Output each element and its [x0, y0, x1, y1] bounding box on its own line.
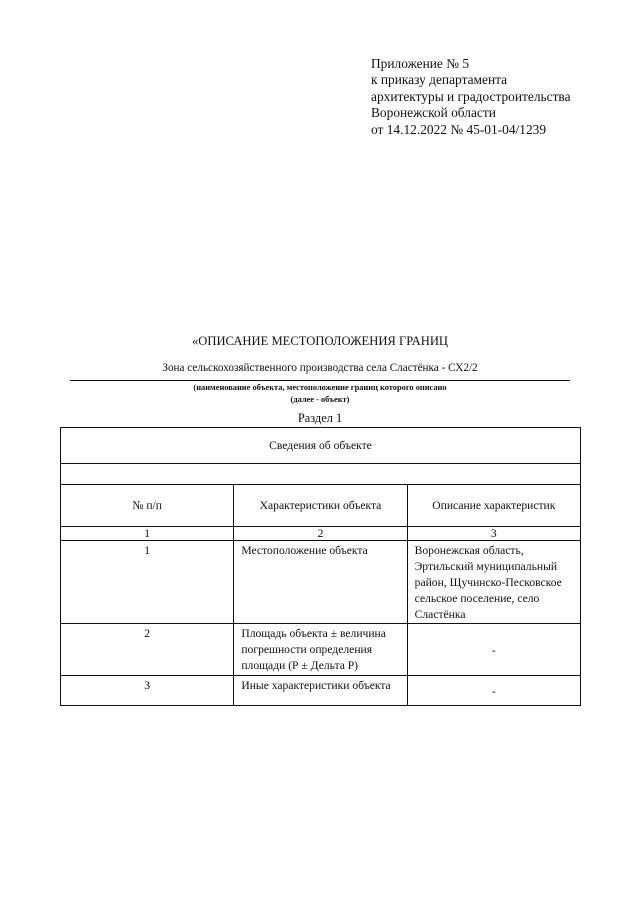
object-info-table [60, 427, 581, 706]
row-number: 2 [61, 624, 234, 676]
appendix-line: к приказу департамента [371, 72, 508, 88]
col-number: 3 [407, 527, 580, 541]
row-description: - [407, 676, 580, 706]
col-header-desc: Описание характеристик [407, 485, 580, 527]
table-column-number-row [61, 527, 581, 541]
underline-divider [70, 380, 570, 381]
object-name: Зона сельскохозяйственного производства села Сластёнка - СХ2/2 [162, 362, 478, 374]
appendix-line: от 14.12.2022 № 45-01-04/1239 [371, 121, 547, 137]
row-number: 1 [61, 541, 234, 624]
row-number: 3 [61, 676, 234, 706]
table-column-header-row [61, 485, 581, 527]
caption-line: (наименование объекта, местоположение границ которого описано [193, 383, 447, 392]
appendix-header [371, 56, 633, 138]
table-row [61, 676, 581, 706]
appendix-line: архитектуры и градостроительства [371, 88, 571, 104]
table-row [61, 541, 581, 624]
row-description: - [407, 624, 580, 676]
object-name-caption [60, 382, 580, 406]
empty-cell [61, 464, 581, 485]
col-number: 2 [234, 527, 407, 541]
caption-line: (далее - объект) [290, 395, 350, 404]
row-characteristic: Иные характеристики объекта [234, 676, 407, 706]
appendix-line: Приложение № 5 [371, 56, 470, 71]
table-row [61, 624, 581, 676]
table-info-header-row [61, 428, 581, 464]
table-empty-row [61, 464, 581, 485]
section-title: Раздел 1 [297, 411, 343, 425]
appendix-line: Воронежской области [371, 105, 496, 121]
col-header-char: Характеристики объекта [234, 485, 407, 527]
row-description: Воронежская область, Эртильский муниципальный район, Щучинско-Песковское сельское поселение, село Сластёнка [407, 541, 580, 624]
document-title: «ОПИСАНИЕ МЕСТОПОЛОЖЕНИЯ ГРАНИЦ [191, 334, 449, 348]
info-header-cell: Сведения об объекте [61, 428, 581, 464]
row-characteristic: Площадь объекта ± величина погрешности определения площади (Р ± Дельта Р) [234, 624, 407, 676]
col-number: 1 [61, 527, 234, 541]
row-characteristic: Местоположение объекта [234, 541, 407, 624]
col-header-num: № п/п [61, 485, 234, 527]
